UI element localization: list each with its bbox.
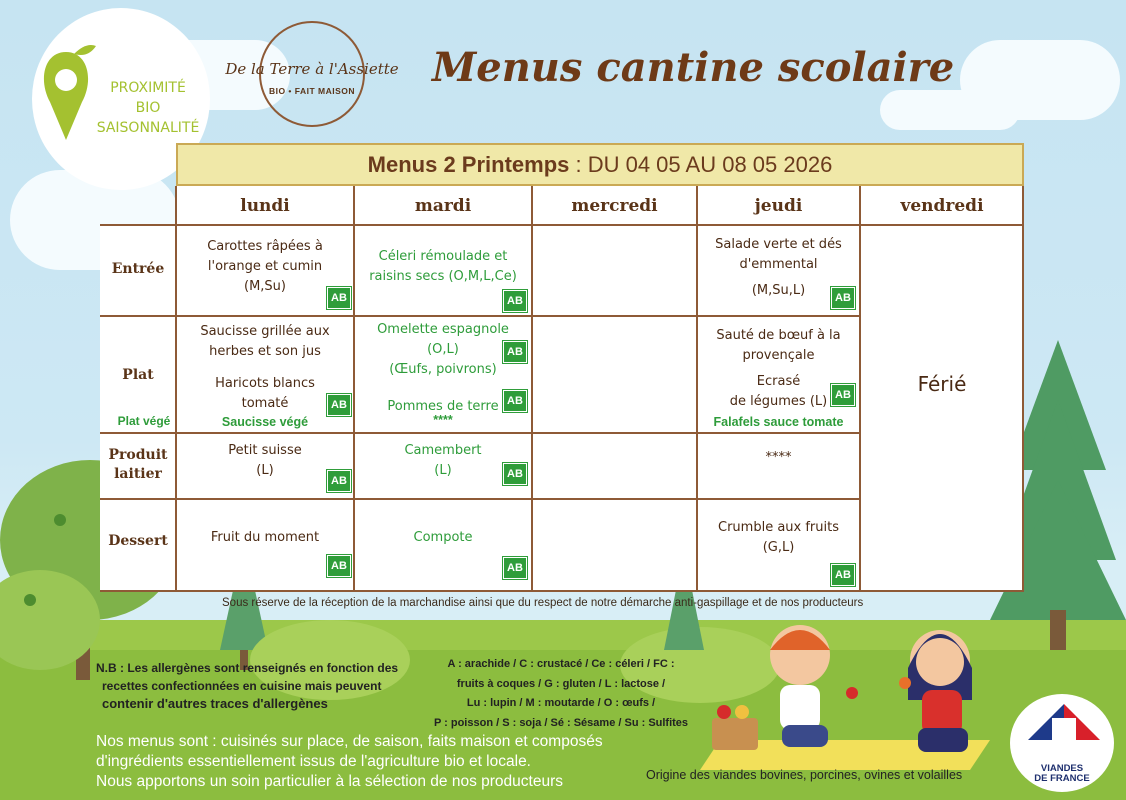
allergen-legend [430, 655, 692, 733]
cell-lundi-plat [177, 322, 353, 362]
organic-ab-icon: AB [503, 341, 527, 363]
supply-disclaimer: Sous réserve de la réception de la marchandise ainsi que du respect de notre démarche anti-gaspillage et de nos producteurs [222, 597, 864, 609]
dish-line: (Œufs, poivrons) [389, 362, 497, 377]
row-label-line: laitier [114, 466, 162, 482]
commitment-line: Nos menus sont : cuisinés sur place, de saison, faits maison et composés [96, 733, 603, 750]
dish-line: raisins secs (O,M,L,Ce) [369, 269, 517, 284]
dish-line: provençale [742, 348, 815, 363]
allergen-note-line: recettes confectionnées en cuisine mais peuvent [102, 679, 382, 693]
row-label-line: Produit [108, 447, 168, 463]
vdf-logo-line: VIANDES [1040, 763, 1084, 774]
dish-line: Salade verte et dés [715, 237, 842, 252]
dish-line: Sauté de bœuf à la [716, 328, 841, 343]
dish-line: (M,Su) [244, 279, 286, 294]
brand-name: De la Terre à l'Assiette [225, 60, 399, 78]
cell-lundi-vege: Saucisse végé [221, 415, 309, 429]
page-title: Menus cantine scolaire [432, 44, 955, 91]
badge-text [88, 78, 208, 138]
grid-line [1022, 186, 1024, 592]
cell-mardi-vege: **** [433, 413, 453, 427]
grid-line [531, 186, 533, 592]
day-header-lundi: lundi [177, 188, 353, 224]
day-header-vendredi: vendredi [861, 188, 1023, 224]
cell-jeudi-dessert [698, 518, 859, 558]
dish-line: (G,L) [762, 540, 795, 555]
dish-line: Omelette espagnole [377, 322, 509, 337]
cell-jeudi-plat [698, 326, 859, 366]
organic-ab-icon: AB [503, 290, 527, 312]
grid-line [100, 590, 1024, 592]
vdf-logo-text [1014, 764, 1110, 784]
menu-name: Menus 2 Printemps [367, 152, 570, 177]
dish-line: Céleri rémoulade et [378, 249, 508, 264]
row-label-plat-vege: Plat végé [117, 414, 171, 428]
dish-line: l'orange et cumin [207, 259, 323, 274]
meat-origin-text: Origine des viandes bovines, porcines, ovines et volailles [646, 768, 963, 782]
organic-ab-icon: AB [831, 564, 855, 586]
cell-lundi-dessert: Fruit du moment [210, 530, 320, 545]
grid-line [100, 432, 860, 434]
organic-ab-icon: AB [831, 384, 855, 406]
france-flag-icon [1022, 700, 1106, 764]
commitment-line: d'ingrédients essentiellement issus de l'agriculture bio et locale. [96, 753, 531, 770]
dish-line: (L) [256, 463, 274, 478]
dish-line: d'emmental [739, 257, 818, 272]
grid-line [100, 498, 860, 500]
dish-line: Saucisse grillée aux [200, 324, 330, 339]
allergen-legend-line: fruits à coques / G : gluten / L : lactose / [456, 677, 666, 690]
day-header-mercredi: mercredi [533, 188, 696, 224]
dish-line: Ecrasé [756, 374, 801, 389]
dish-line: herbes et son jus [209, 344, 321, 359]
allergen-note-line: N.B : Les allergènes sont renseignés en fonction des [96, 661, 399, 675]
dish-line: Carottes râpées à [207, 239, 323, 254]
grid-line [859, 186, 861, 592]
cell-mardi-entree [355, 247, 531, 287]
organic-ab-icon: AB [831, 287, 855, 309]
commitment-line: Nous apportons un soin particulier à la sélection de nos producteurs [96, 773, 563, 790]
dish-line: Camembert [404, 443, 482, 458]
cell-jeudi-vege: Falafels sauce tomate [713, 415, 844, 429]
allergen-note-line: contenir d'autres traces d'allergènes [102, 696, 328, 711]
badge-line: PROXIMITÉ [110, 80, 186, 96]
row-label-laitier [100, 446, 176, 484]
dish-line: Crumble aux fruits [718, 520, 839, 535]
menu-period-header [176, 143, 1024, 186]
allergen-legend-line: A : arachide / C : crustacé / Ce : céleri / FC : [447, 658, 675, 670]
dish-line: (M,Su,L) [751, 283, 806, 298]
badge-line: SAISONNALITÉ [96, 120, 200, 136]
organic-ab-icon: AB [503, 463, 527, 485]
organic-ab-icon: AB [503, 390, 527, 412]
row-label-entree: Entrée [111, 261, 165, 277]
cell-jeudi-laitier: **** [765, 450, 792, 465]
organic-ab-icon: AB [327, 287, 351, 309]
brand-tagline: BIO • FAIT MAISON [268, 86, 356, 96]
grid-line [100, 315, 860, 317]
cell-mardi-plat-side: Pommes de terre [387, 399, 499, 414]
allergen-legend-line: Lu : lupin / M : moutarde / O : œufs / [466, 697, 656, 709]
dish-line: (L) [434, 463, 452, 478]
allergen-note [96, 659, 426, 713]
day-header-mardi: mardi [355, 188, 531, 224]
dish-line: (O,L) [427, 342, 459, 357]
row-label-plat: Plat [122, 367, 154, 383]
organic-ab-icon: AB [327, 470, 351, 492]
day-header-jeudi: jeudi [698, 188, 859, 224]
vdf-logo-line: DE FRANCE [1034, 773, 1090, 784]
organic-ab-icon: AB [327, 394, 351, 416]
organic-ab-icon: AB [503, 557, 527, 579]
cell-vendredi-ferie: Férié [917, 372, 967, 396]
cell-mardi-dessert: Compote [413, 530, 473, 545]
kitchen-commitment-text [96, 732, 676, 792]
dish-line: tomaté [241, 396, 289, 411]
menu-period: : DU 04 05 AU 08 05 2026 [569, 152, 833, 177]
brand-logo [222, 18, 402, 130]
row-label-dessert: Dessert [108, 533, 168, 549]
allergen-legend-line: P : poisson / S : soja / Sé : Sésame / Su : Sulfites [433, 716, 689, 729]
grid-line [100, 224, 1024, 226]
dish-line: Haricots blancs [215, 376, 315, 391]
badge-line: BIO [135, 100, 161, 116]
organic-ab-icon: AB [327, 555, 351, 577]
dish-line: Petit suisse [228, 443, 302, 458]
dish-line: de légumes (L) [729, 394, 828, 409]
